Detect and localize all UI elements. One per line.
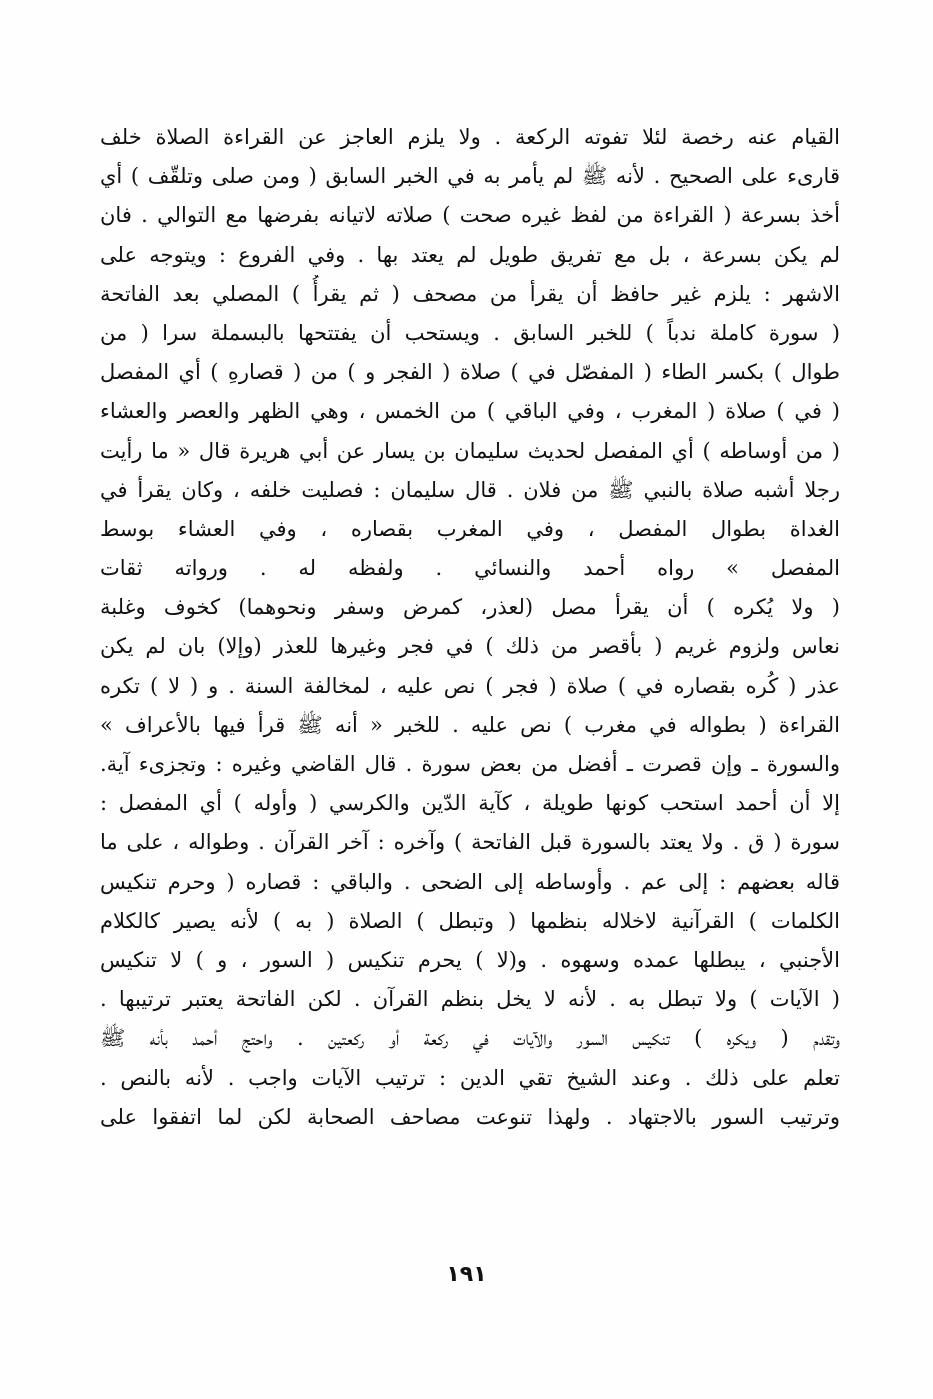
text-line: لم يكن بسرعة ، بل مع تفريق طويل لم يعتد بها . وفي الفروع : ويتوجه على — [100, 242, 840, 267]
text-line: ( الآيات ) ولا تبطل به . لأنه لا يخل بنظم القرآن . لكن الفاتحة يعتبر ترتيبها . — [100, 987, 840, 1012]
text-line: والسورة ـ وإن قصرت ـ أفضل من بعض سورة . قال القاضي وغيره : وتجزىء آية. — [100, 752, 840, 776]
text-line: قارىء على الصحيح . لأنه ﷺ لم يأمر به في الخبر السابق ( ومن صلى وتلقّف ) أي — [100, 164, 840, 189]
text-line: سورة ( ق . ولا يعتد بالسورة قبل الفاتحة ) وآخره : آخر القرآن . وطواله ، على ما — [100, 830, 840, 855]
text-line: أخذ بسرعة ( القراءة من لفظ غيره صحت ) صلاته لاتيانه بفرضها مع التوالي . فان — [100, 203, 840, 228]
text-line: إلا أن أحمد استحب كونها طويلة ، كآية الدّين والكرسي ( وأوله ) أي المفصل : — [100, 791, 840, 816]
text-line: وتقدم ( ويكره ) تنكيس السور والآيات في ركعة أو ركعتين . واحتج أحمد بأنه ﷺ — [100, 1026, 840, 1051]
text-line: رجلا أشبه صلاة بالنبي ﷺ من فلان . قال سليمان : فصليت خلفه ، وكان يقرأ في — [100, 477, 840, 502]
text-line: تعلم على ذلك . وعند الشيخ تقي الدين : ترتيب الآيات واجب . لأنه بالنص . — [100, 1065, 840, 1090]
page-number: ١٩١ — [446, 1262, 487, 1287]
text-line: قاله بعضهم : إلى عم . وأوساطه إلى الضحى . والباقي : قصاره ( وحرم تنكيس — [100, 869, 840, 894]
text-line: الغداة بطوال المفصل ، وفي المغرب بقصاره ، وفي العشاء بوسط — [100, 516, 840, 541]
text-line: القيام عنه رخصة لئلا تفوته الركعة . ولا يلزم العاجز عن القراءة الصلاة خلف — [100, 125, 840, 149]
text-line: الكلمات ) القرآنية لاخلاله بنظمها ( وتبطل ) الصلاة ( به ) لأنه يصير كالكلام — [100, 908, 840, 933]
text-line: القراءة ( بطواله في مغرب ) نص عليه . للخبر « أنه ﷺ قرأ فيها بالأعراف » — [100, 712, 840, 737]
text-line: ( ولا يُكره ) أن يقرأ مصل (لعذر، كمرض وسفر ونحوهما) كخوف وغلبة — [100, 595, 840, 620]
text-line: المفصل » رواه أحمد والنسائي . ولفظه له . ورواته ثقات — [100, 556, 840, 581]
text-line: ( من أوساطه ) أي المفصل لحديث سليمان بن يسار عن أبي هريرة قال « ما رأيت — [100, 438, 840, 463]
text-line: ( في ) صلاة ( المغرب ، وفي الباقي ) من الخمس ، وهي الظهر والعصر والعشاء — [100, 399, 840, 424]
text-line: نعاس ولزوم غريم ( بأقصر من ذلك ) في فجر وغيرها للعذر (وإلا) بان لم يكن — [100, 634, 840, 659]
text-line: الأجنبي ، يبطلها عمده وسهوه . و(لا ) يحرم تنكيس ( السور ، و ) لا تنكيس — [100, 947, 840, 972]
text-line: وترتيب السور بالاجتهاد . ولهذا تنوعت مصاحف الصحابة لكن لما اتفقوا على — [100, 1104, 840, 1129]
text-line: طوال ) بكسر الطاء ( المفصّل في ) صلاة ( الفجر و ) من ( قصارهِ ) أي المفصل — [100, 360, 840, 385]
text-line: الاشهر : يلزم غير حافظ أن يقرأ من مصحف ( ثم يقرأُ ) المصلي بعد الفاتحة — [100, 281, 840, 306]
text-line: ( سورة كاملة ندباً ) للخبر السابق . ويستحب أن يفتتحها بالبسملة سرا ( من — [100, 320, 840, 345]
text-line: عذر ( كُره بقصاره في ) صلاة ( فجر ) نص عليه ، لمخالفة السنة . و ( لا ) تكره — [100, 673, 840, 698]
body-text — [100, 118, 840, 1137]
